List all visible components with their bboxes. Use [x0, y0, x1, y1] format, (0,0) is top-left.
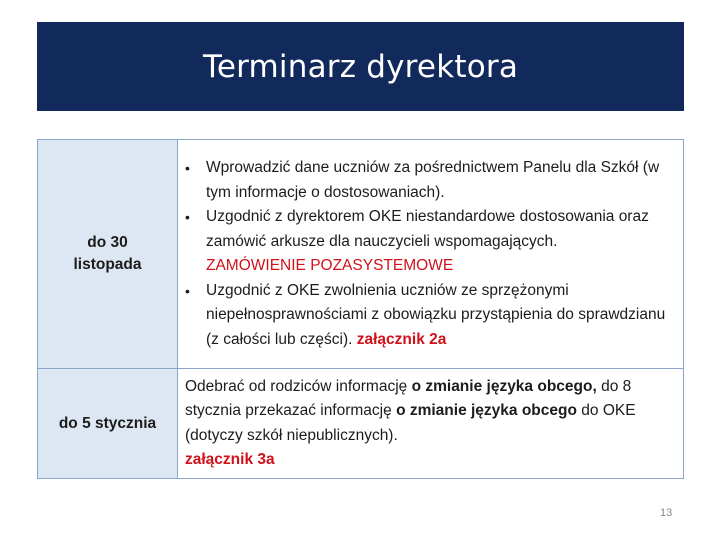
task-emphasis: o zmianie języka obcego [396, 402, 577, 419]
deadline-label: do 30 listopada [73, 234, 142, 273]
extra-order-note: ZAMÓWIENIE POZASYSTEMOWE [206, 257, 454, 274]
slide-title: Terminarz dyrektora [202, 48, 519, 85]
tasks-cell [178, 140, 684, 369]
table-row [38, 369, 684, 479]
deadline-label: do 5 stycznia [58, 414, 157, 432]
schedule-table [37, 139, 684, 479]
date-cell [38, 369, 178, 479]
task-text: do OKE (dotyczy szkół niepublicznych). [185, 402, 636, 444]
task-paragraph [185, 375, 677, 473]
task-emphasis: o zmianie języka obcego, [411, 377, 597, 395]
tasks-cell [178, 369, 684, 479]
date-cell [38, 140, 178, 369]
page-number: 13 [660, 507, 673, 519]
title-banner [37, 22, 684, 111]
task-text: Uzgodnić z dyrektorem OKE niestandardowe dostosowania oraz zamówić arkusze dla nauczycieli wspomagających. [206, 208, 649, 250]
list-item [185, 279, 677, 353]
attachment-link[interactable]: załącznik 2a [356, 330, 447, 348]
task-text: do 8 stycznia przekazać informację [185, 377, 632, 419]
list-item [185, 205, 677, 279]
table-row [38, 140, 684, 369]
task-text: Uzgodnić z OKE zwolnienia uczniów ze sprzężonymi niepełnosprawnościami z obowiązku przystąpienia do sprawdzianu (z całości lub części). [206, 281, 666, 348]
task-list [185, 156, 677, 352]
attachment-link[interactable]: załącznik 3a [185, 451, 275, 468]
list-item [185, 156, 677, 205]
task-text: Odebrać od rodziców informację [185, 377, 412, 395]
task-text: Wprowadzić dane uczniów za pośrednictwem Panelu dla Szkół (w tym informacje o dostosowaniach). [206, 159, 660, 201]
